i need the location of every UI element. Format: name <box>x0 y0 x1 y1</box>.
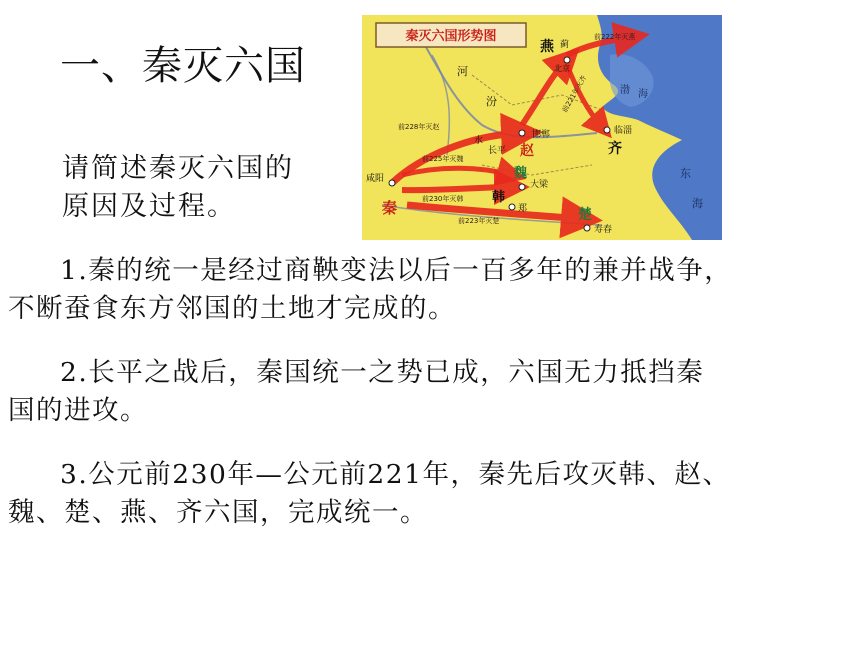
campaign-label-zhao: 前228年灭赵 <box>398 123 440 131</box>
answer-point <box>8 354 853 430</box>
historical-map-svg <box>362 15 722 240</box>
label-qin: 秦 <box>382 199 398 217</box>
campaign-label-han: 前230年灭韩 <box>422 195 464 203</box>
label-bohai: 渤 <box>620 85 630 96</box>
answer-point <box>8 252 853 328</box>
label-zhao: 赵 <box>520 143 534 159</box>
map-title: 秦灭六国形势图 <box>405 29 497 44</box>
label-wei: 魏 <box>514 166 528 181</box>
answer-point-line: 国的进攻。 <box>8 395 148 426</box>
answer-points <box>8 252 853 558</box>
label-ji: 蓟 <box>560 40 570 50</box>
campaign-label-wei: 前225年灭魏 <box>422 155 464 163</box>
answer-point-line: 不断蚕食东方邻国的土地才完成的。 <box>8 293 456 324</box>
slide-title: 一、秦灭六国 <box>60 43 306 89</box>
answer-point <box>8 456 853 532</box>
label-yan: 燕 <box>540 39 554 55</box>
campaign-label-qi: 前221年灭齐 <box>560 74 589 114</box>
label-river-he: 河 <box>457 65 468 78</box>
question-prompt-line-2: 原因及过程。 <box>62 191 236 222</box>
label-chu: 楚 <box>578 207 592 223</box>
label-handan: 邯郸 <box>532 130 551 140</box>
campaign-label-yan: 前222年灭燕 <box>594 33 636 41</box>
label-linzi: 临淄 <box>614 126 633 136</box>
label-changping: 长平 <box>488 146 507 156</box>
question-prompt <box>62 150 294 226</box>
campaign-label-chu: 前223年灭楚 <box>458 217 500 225</box>
label-shui: 水 <box>474 136 484 146</box>
label-zheng: 郑 <box>518 204 528 214</box>
answer-point-line: 3.公元前230年—公元前221年，秦先后攻灭韩、赵、 <box>60 459 731 490</box>
label-han: 韩 <box>492 190 506 205</box>
label-daliang: 大梁 <box>530 180 549 190</box>
label-shouchun: 寿春 <box>594 225 613 235</box>
question-prompt-line-1: 请简述秦灭六国的 <box>62 153 294 184</box>
label-xianyang: 咸阳 <box>366 174 385 184</box>
answer-point-line: 1.秦的统一是经过商鞅变法以后一百多年的兼并战争， <box>60 255 733 286</box>
label-qi: 齐 <box>608 141 622 157</box>
label-beijing: 北京 <box>554 64 570 73</box>
label-river-fen: 汾 <box>486 95 497 108</box>
answer-point-line: 2.长平之战后，秦国统一之势已成，六国无力抵挡秦 <box>60 357 705 388</box>
label-donghai-2: 海 <box>692 197 703 210</box>
answer-point-line: 魏、楚、燕、齐六国，完成统一。 <box>8 497 428 528</box>
label-bohai-2: 海 <box>638 89 648 100</box>
historical-map <box>362 15 722 240</box>
label-donghai: 东 <box>680 167 691 180</box>
